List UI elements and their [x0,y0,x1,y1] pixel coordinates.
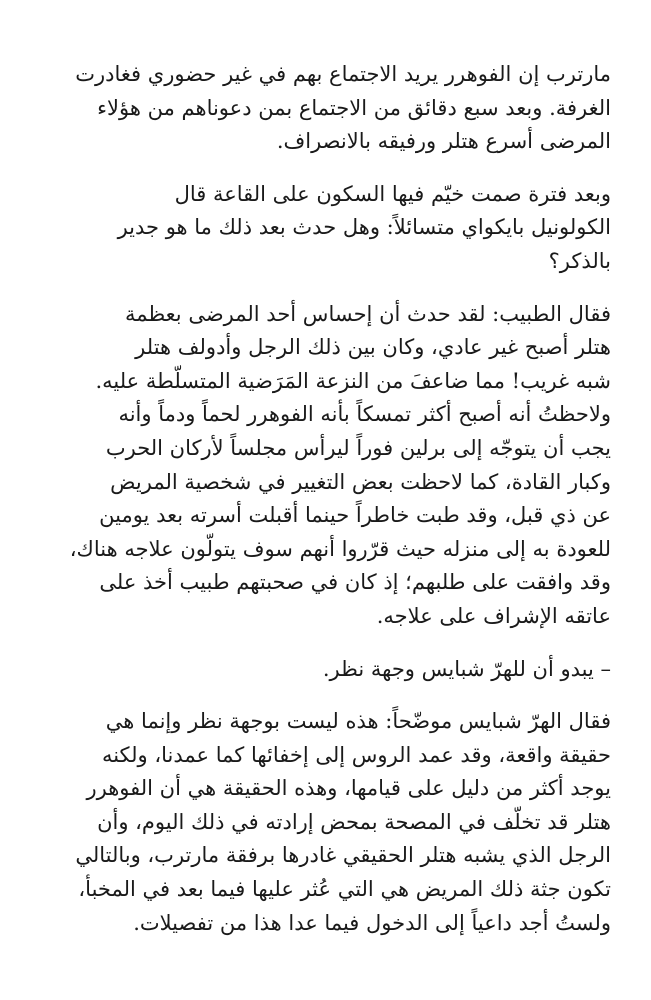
text-line: للعودة به إلى منزله حيث قرّروا أنهم سوف يتولّون علاجه هناك، [69,536,611,561]
paragraph-3 [40,298,611,634]
text-line: وكبار القادة، كما لاحظت بعض التغيير في شخصية المريض [110,469,611,494]
text-line: مارترب إن الفوهرر يريد الاجتماع بهم في غير حضوري فغادرت [75,62,611,86]
text-line: هتلر قد تخلّف في المصحة بمحض إرادته في ذلك اليوم، وأن [97,809,611,834]
text-line: الرجل الذي يشبه هتلر الحقيقي غادرها برفقة مارترب، وبالتالي [75,843,611,868]
text-line: تكون جثة ذلك المريض هي التي عُثر عليها فيما بعد في المخبأ، [78,877,611,902]
text-line: الكولونيل بايكواي متسائلاً: وهل حدث بعد ذلك ما هو جدير [117,215,611,240]
text-line: عن ذي قبل، وقد طبت خاطراً حينما أقبلت أسرته بعد يومين [99,503,611,528]
text-line: حقيقة واقعة، وقد عمد الروس إلى إخفائها كما عمدنا، ولكنه [101,742,611,767]
text-line: بالذكر؟ [548,248,611,273]
text-line: يوجد أكثر من دليل على قيامها، وهذه الحقيقة هي أن الفوهرر [86,776,611,801]
paragraph-2 [40,178,611,279]
text-line: ولستُ أجد داعياً إلى الدخول فيما عدا هذا من تفصيلات. [133,910,611,935]
text-line: فقال الطبيب: لقد حدث أن إحساس أحد المرضى بعظمة [125,301,611,326]
text-line: يجب أن يتوجّه إلى برلين فوراً ليرأس مجلساً لأركان الحرب [105,435,611,460]
text-line: وبعد فترة صمت خيّم فيها السكون على القاعة قال [174,181,611,206]
text-line: شبه غريب! مما ضاعفَ من النزعة المَرَضية المتسلّطة عليه. [95,368,611,393]
paragraph-1 [40,58,611,159]
text-line: هتلر أصبح غير عادي، وكان بين ذلك الرجل وأدولف هتلر [135,335,611,360]
paragraph-5 [40,705,611,940]
text-line: فقال الهرّ شبايس موضّحاً: هذه ليست بوجهة نظر وإنما هي [105,709,611,734]
text-line: الغرفة. وبعد سبع دقائق من الاجتماع بمن دعوناهم من هؤلاء [97,95,611,120]
text-line: عاتقه الإشراف على علاجه. [376,603,611,628]
text-line: وقد وافقت على طلبهم؛ إذ كان في صحبتهم طبيب أخذ على [99,570,611,595]
text-line: المرضى أسرع هتلر ورفيقه بالانصراف. [276,129,611,154]
paragraph-4 [40,653,611,687]
text-line: – يبدو أن للهرّ شبايس وجهة نظر. [322,656,611,681]
text-line: ولاحظتُ أنه أصبح أكثر تمسكاً بأنه الفوهرر لحماً ودماً وأنه [118,402,611,427]
